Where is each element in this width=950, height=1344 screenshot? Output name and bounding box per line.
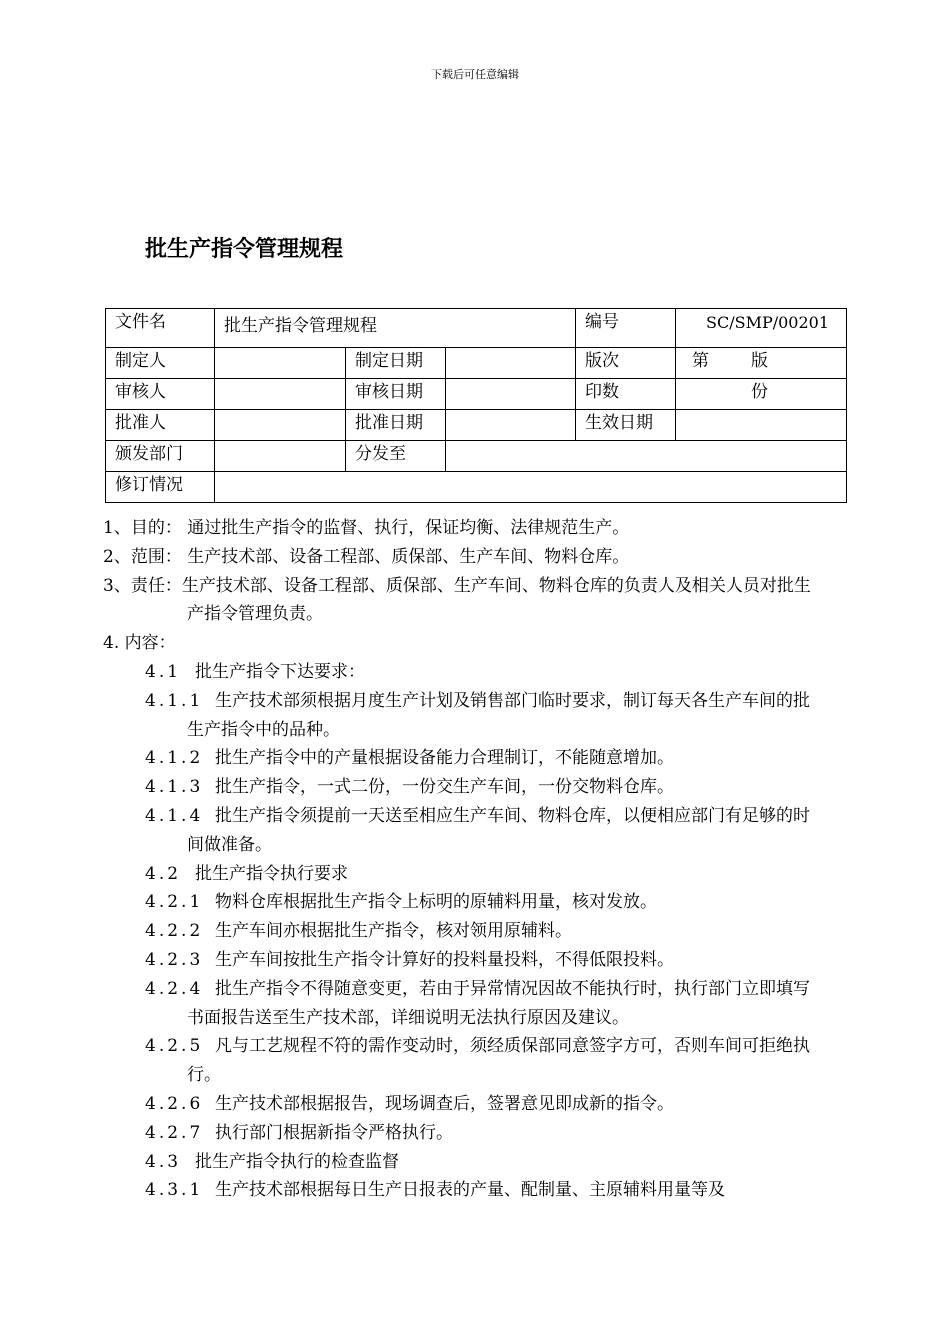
list-item — [103, 514, 825, 543]
item-number: 4.1 — [145, 661, 182, 682]
header-note: 下载后可任意编辑 — [431, 68, 519, 81]
list-item — [145, 860, 825, 889]
prepared-by-label: 制定人 — [106, 348, 215, 379]
item-number: 4.2.6 — [145, 1093, 204, 1114]
item-text: 批生产指令中的产量根据设备能力合理制订，不能随意增加。 — [215, 748, 674, 769]
edition-prefix: 第 — [692, 351, 710, 371]
item-text: 生产车间亦根据批生产指令，核对领用原辅料。 — [215, 921, 572, 942]
item-text: 批生产指令不得随意变更，若由于异常情况因故不能执行时，执行部门立即填写书面报告送至生产技术部，详细说明无法执行原因及建议。 — [187, 978, 810, 1028]
print-count-label: 印数 — [576, 379, 676, 410]
table-row — [106, 410, 847, 441]
issuing-dept-label: 颁发部门 — [106, 441, 215, 472]
list-item — [145, 1148, 825, 1177]
item-text: 生产技术部、设备工程部、质保部、生产车间、物料仓库的负责人及相关人员对批生产指令管理负责。 — [181, 575, 811, 625]
item-text: 生产技术部、设备工程部、质保部、生产车间、物料仓库。 — [181, 546, 630, 567]
list-item — [145, 773, 825, 802]
item-text: 生产技术部须根据月度生产计划及销售部门临时要求，制订每天各生产车间的批生产指令中的品种。 — [187, 690, 810, 740]
number-value: SC/SMP/00201 — [676, 309, 847, 348]
list-item — [145, 1119, 825, 1148]
effective-date-label: 生效日期 — [576, 410, 676, 441]
list-item — [145, 1032, 825, 1090]
item-text: 通过批生产指令的监督、执行，保证均衡、法律规范生产。 — [181, 518, 630, 538]
list-item — [145, 802, 825, 860]
revision-label: 修订情况 — [106, 472, 215, 503]
item-text: 批生产指令执行要求 — [195, 863, 348, 884]
approved-by-value — [215, 410, 346, 441]
prepared-date-label: 制定日期 — [346, 348, 446, 379]
prepared-date-value — [446, 348, 576, 379]
item-text: 批生产指令下达要求： — [195, 661, 365, 682]
item-text: 生产技术部根据每日生产日报表的产量、配制量、主原辅料用量等及 — [215, 1180, 725, 1201]
table-row — [106, 348, 847, 379]
distribute-to-value — [446, 441, 847, 472]
item-text: 批生产指令须提前一天送至相应生产车间、物料仓库，以便相应部门有足够的时间做准备。 — [187, 805, 810, 855]
item-number: 3、责任： — [103, 575, 182, 596]
item-number: 4.3 — [145, 1151, 182, 1172]
item-number: 4.2.2 — [145, 921, 204, 942]
reviewed-by-value — [215, 379, 346, 410]
copies-value: 份 — [676, 379, 847, 410]
item-number: 4. 内容： — [103, 633, 176, 654]
item-number: 4.2.5 — [145, 1036, 204, 1057]
approved-by-label: 批准人 — [106, 410, 215, 441]
list-item — [145, 1090, 825, 1119]
item-number: 4.1.2 — [145, 748, 204, 769]
item-text: 物料仓库根据批生产指令上标明的原辅料用量，核对发放。 — [215, 892, 657, 913]
issuing-dept-value — [215, 441, 346, 472]
number-label: 编号 — [576, 309, 676, 348]
item-text: 生产车间按批生产指令计算好的投料量投料，不得低限投料。 — [215, 949, 674, 970]
approve-date-label: 批准日期 — [346, 410, 446, 441]
approve-date-value — [446, 410, 576, 441]
document-title: 批生产指令管理规程 — [145, 237, 344, 262]
item-number: 4.1.4 — [145, 805, 204, 826]
edition-label: 版次 — [576, 348, 676, 379]
item-number: 4.2 — [145, 863, 182, 884]
list-item — [145, 917, 825, 946]
item-number: 4.1.3 — [145, 777, 204, 798]
item-text: 凡与工艺规程不符的需作变动时，须经质保部同意签字方可，否则车间可拒绝执行。 — [187, 1036, 810, 1086]
list-item — [145, 658, 825, 687]
edition-value — [676, 348, 847, 379]
list-item — [145, 946, 825, 975]
edition-suffix: 版 — [751, 351, 769, 371]
distribute-to-label: 分发至 — [346, 441, 446, 472]
list-item — [145, 888, 825, 917]
table-row — [106, 379, 847, 410]
item-number: 4.2.3 — [145, 949, 204, 970]
item-number: 4.1.1 — [145, 690, 204, 711]
list-item — [145, 687, 825, 745]
item-text: 批生产指令执行的检查监督 — [195, 1151, 399, 1172]
table-row — [106, 441, 847, 472]
list-item — [145, 975, 825, 1033]
review-date-value — [446, 379, 576, 410]
reviewed-by-label: 审核人 — [106, 379, 215, 410]
document-info-table — [105, 308, 847, 503]
list-item — [145, 1176, 825, 1205]
revision-value — [215, 472, 847, 503]
item-text: 批生产指令，一式二份，一份交生产车间，一份交物料仓库。 — [215, 777, 674, 798]
item-number: 2、范围： — [103, 546, 182, 567]
list-item — [145, 744, 825, 773]
item-text: 生产技术部根据报告，现场调查后，签署意见即成新的指令。 — [215, 1093, 674, 1114]
file-name-label: 文件名 — [106, 309, 215, 348]
table-row — [106, 309, 847, 348]
item-number: 1、目的： — [103, 518, 182, 538]
document-body — [103, 514, 825, 1205]
item-number: 4.2.1 — [145, 892, 204, 913]
review-date-label: 审核日期 — [346, 379, 446, 410]
list-item — [103, 543, 825, 572]
effective-date-value — [676, 410, 847, 441]
item-number: 4.2.4 — [145, 978, 204, 999]
prepared-by-value — [215, 348, 346, 379]
item-number: 4.3.1 — [145, 1180, 204, 1201]
list-item — [103, 629, 825, 658]
file-name-value: 批生产指令管理规程 — [215, 309, 576, 348]
item-number: 4.2.7 — [145, 1122, 204, 1143]
item-text: 执行部门根据新指令严格执行。 — [215, 1122, 453, 1143]
list-item — [103, 572, 825, 630]
table-row — [106, 472, 847, 503]
